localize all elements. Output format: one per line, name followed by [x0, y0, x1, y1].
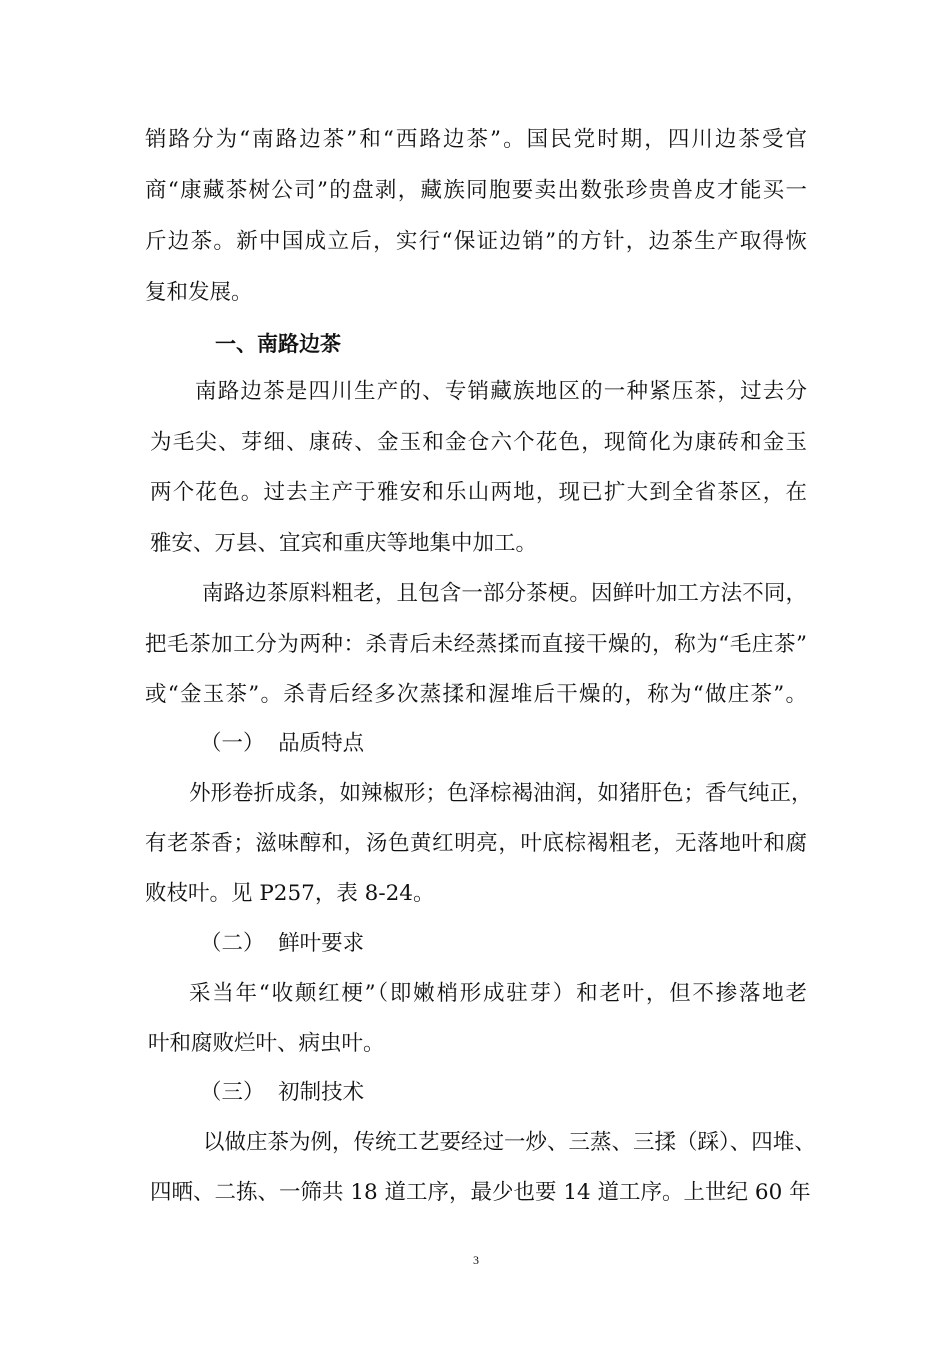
paragraph-line: 把毛茶加工分为两种：杀青后未经蒸揉而直接干燥的，称为“毛庄茶”	[145, 632, 807, 657]
paragraph-line: 叶和腐败烂叶、病虫叶。	[148, 1031, 385, 1056]
paragraph-line: 南路边茶是四川生产的、专销藏族地区的一种紧压茶，过去分	[195, 379, 807, 404]
paragraph-line: 或“金玉茶”。杀青后经多次蒸揉和渥堆后干燥的，称为“做庄茶”。	[145, 682, 807, 707]
paragraph-line: 雅安、万县、宜宾和重庆等地集中加工。	[150, 531, 538, 556]
paragraph-line: 采当年“收颠红梗”（即嫩梢形成驻芽）和老叶，但不掺落地老	[189, 981, 807, 1006]
paragraph-line: 销路分为“南路边茶”和“西路边茶”。国民党时期，四川边茶受官	[145, 127, 807, 152]
paragraph-line: 为毛尖、芽细、康砖、金玉和金仓六个花色，现简化为康砖和金玉	[150, 430, 807, 455]
paragraph-line: 以做庄茶为例，传统工艺要经过一炒、三蒸、三揉（踩）、四堆、	[203, 1130, 816, 1155]
paragraph-line: 斤边茶。新中国成立后，实行“保证边销”的方针，边茶生产取得恢	[145, 229, 807, 254]
paragraph-line: 败枝叶。见 P257，表 8-24。	[145, 881, 435, 906]
subsection-heading: （一） 品质特点	[200, 731, 365, 756]
paragraph-line: 南路边茶原料粗老，且包含一部分茶梗。因鲜叶加工方法不同，	[202, 581, 807, 606]
subsection-heading: （二） 鲜叶要求	[200, 931, 365, 956]
paragraph-line: 两个花色。过去主产于雅安和乐山两地，现已扩大到全省茶区，在	[150, 480, 807, 505]
page-number: 3	[473, 1253, 479, 1267]
paragraph-line: 有老茶香；滋味醇和，汤色黄红明亮，叶底棕褐粗老，无落地叶和腐	[145, 831, 807, 856]
paragraph-line: 复和发展。	[145, 280, 253, 305]
paragraph-line: 四晒、二拣、一筛共 18 道工序，最少也要 14 道工序。上世纪 60 年	[150, 1180, 811, 1205]
paragraph-line: 外形卷折成条，如辣椒形；色泽棕褐油润，如猪肝色；香气纯正，	[189, 781, 813, 806]
section-heading: 一、南路边茶	[215, 332, 341, 356]
paragraph-line: 商“康藏茶树公司”的盘剥，藏族同胞要卖出数张珍贵兽皮才能买一	[145, 178, 807, 203]
subsection-heading: （三） 初制技术	[200, 1080, 365, 1105]
